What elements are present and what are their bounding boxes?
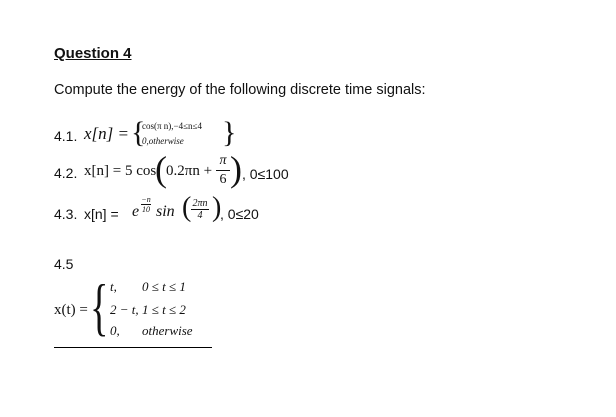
item-4-2-number: 4.2. <box>54 165 78 181</box>
item-4-3-fraction <box>191 198 209 221</box>
item-4-3-left-paren: ( <box>182 192 192 223</box>
item-4-3-exponent <box>141 195 151 214</box>
item-4-5-number: 4.5 <box>54 256 74 272</box>
item-4-3-exp-num: −n <box>141 195 151 204</box>
item-4-2-right-paren: ) <box>230 149 242 189</box>
item-4-2-frac-num: π <box>219 153 227 168</box>
item-4-3-lhs: x[n] = <box>84 206 119 222</box>
item-4-2-left-paren: ( <box>155 149 167 189</box>
item-4-3-exp-den: 10 <box>142 205 150 214</box>
item-4-3-number: 4.3. <box>54 206 78 222</box>
bottom-divider <box>54 347 212 348</box>
item-4-2-fraction <box>216 153 230 188</box>
item-4-1-number: 4.1. <box>54 128 78 144</box>
item-4-3-arg-num: 2πn <box>192 198 208 209</box>
item-4-2-lhs: x[n] = 5 cos <box>84 163 157 179</box>
item-4-5-row-2-cond: 1 ≤ t ≤ 2 <box>142 302 186 317</box>
question-title: Question 4 <box>54 45 132 62</box>
item-4-1-right-brace: } <box>222 116 237 149</box>
item-4-5-left-brace: { <box>90 271 109 342</box>
item-4-1-left-brace: { <box>131 116 146 149</box>
item-4-2-frac-den: 6 <box>219 172 227 187</box>
item-4-3-range: , 0≤20 <box>220 206 259 222</box>
item-4-3-right-paren: ) <box>212 192 222 223</box>
item-4-5-row-2-expr: 2 − t, <box>110 302 139 317</box>
item-4-2-arg: 0.2πn + <box>166 163 213 179</box>
item-4-5-row-3-expr: 0, <box>110 323 120 338</box>
item-4-3-sin: sin <box>156 203 175 220</box>
question-intro: Compute the energy of the following discrete time signals: <box>54 82 426 98</box>
item-4-2-range: , 0≤100 <box>242 166 289 182</box>
item-4-5-row-1-expr: t, <box>110 279 117 294</box>
item-4-3-e: e <box>132 203 140 220</box>
item-4-1-case-1: cos(π n),−4≤n≤4 <box>142 121 202 131</box>
item-4-5-row-1-cond: 0 ≤ t ≤ 1 <box>142 279 186 294</box>
item-4-1-case-2: 0,otherwise <box>142 136 184 146</box>
item-4-5-lhs: x(t) = <box>54 302 88 318</box>
item-4-1-lhs: x[n] = <box>84 124 129 143</box>
item-4-5-row-3-cond: otherwise <box>142 323 193 338</box>
item-4-3-arg-den: 4 <box>197 210 203 221</box>
